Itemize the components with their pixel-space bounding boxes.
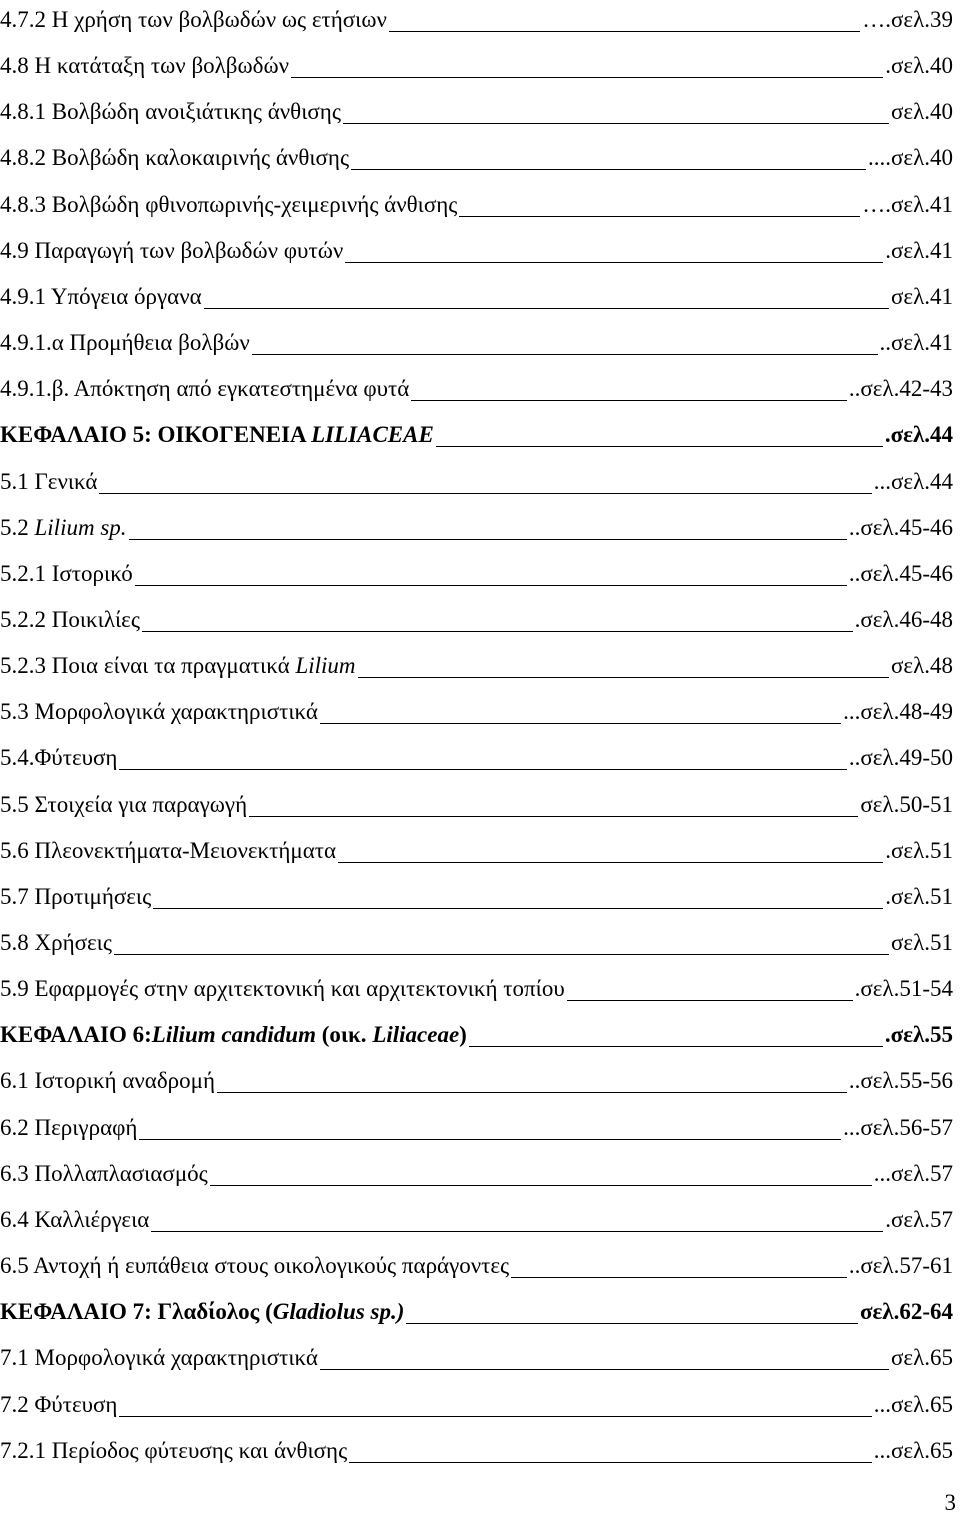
toc-entry-page: ...σελ.44 <box>873 468 953 494</box>
toc-entry-title-part: 4.9.1.β. Απόκτηση από εγκατεστημένα φυτά <box>0 376 410 402</box>
toc-entry-page: ..σελ.55-56 <box>848 1068 953 1094</box>
toc-entry-title-part: 5.2.1 Ιστορικό <box>0 560 133 586</box>
toc-entry-page: ....σελ.40 <box>868 145 953 171</box>
toc-entry-title-part: ΚΕΦΑΛΑΙΟ 5: ΟΙΚΟΓΕΝΕΙΑ <box>0 422 312 448</box>
toc-leader-line <box>153 908 883 909</box>
toc-leader-line <box>129 539 847 540</box>
toc-entry-title-part: Liliaceae <box>372 1022 460 1048</box>
toc-entry-title-part: 7.2 Φύτευση <box>0 1391 118 1417</box>
toc-entry-title-part: 7.1 Μορφολογικά χαρακτηριστικά <box>0 1345 318 1371</box>
toc-entry-page: ...σελ.57 <box>873 1160 953 1186</box>
toc-entry-title <box>0 277 202 317</box>
toc-entry-title <box>0 969 565 1009</box>
toc-leader-line <box>345 262 883 263</box>
toc-entry-page: .σελ.51 <box>885 837 953 863</box>
toc-entry-title-part: LILIACEAE <box>311 422 434 448</box>
toc-entry-title-part: 6.1 Ιστορική αναδρομή <box>0 1068 216 1094</box>
toc-entry-title-part: 6.3 Πολλαπλασιασμός <box>0 1160 208 1186</box>
toc-entry-title <box>0 138 349 178</box>
toc-leader-line <box>358 677 890 678</box>
toc-entry-title-part: 5.2 <box>0 514 35 540</box>
toc-entry-title-part: 5.2.3 Ποια είναι τα πραγματικά <box>0 653 296 679</box>
toc-leader-line <box>135 585 847 586</box>
toc-leader-line <box>139 1139 841 1140</box>
toc-entry-title-part: 5.1 Γενικά <box>0 468 98 494</box>
toc-entry-title <box>0 1385 117 1425</box>
toc-entry-page: .σελ.40 <box>885 53 953 79</box>
toc-entry-title <box>0 0 387 40</box>
toc-entry-title-part: 5.7 Προτιμήσεις <box>0 883 152 909</box>
toc-entry-page: σελ.51 <box>891 930 953 955</box>
toc-entry-page: ….σελ.39 <box>862 7 953 32</box>
toc-entry-title <box>0 1431 347 1471</box>
toc-entry-title-part: Lilium <box>295 653 356 679</box>
toc-entry-page: .σελ.51 <box>885 883 953 909</box>
toc-entry-title <box>0 185 457 225</box>
toc-leader-line <box>436 446 883 447</box>
toc-entry-page: ..σελ.45-46 <box>848 560 953 586</box>
toc-entry-title-part: Lilium sp. <box>34 514 127 540</box>
toc-leader-line <box>469 1046 883 1047</box>
toc-entry-title-part: 5.3 Μορφολογικά χαρακτηριστικά <box>0 699 318 725</box>
toc-entry-title <box>0 1015 467 1055</box>
toc-entry-title <box>0 1246 509 1286</box>
toc-leader-line <box>567 1000 853 1001</box>
toc-entry-title-part: 4.9.1 Υπόγεια όργανα <box>0 283 202 309</box>
toc-leader-line <box>320 723 841 724</box>
toc-entry-page: ..σελ.49-50 <box>848 745 953 771</box>
toc-entry-page: ...σελ.56-57 <box>843 1114 953 1140</box>
toc-entry-title <box>0 831 336 871</box>
toc-entry-title <box>0 1292 404 1332</box>
toc-entry-title-part: 6.5 Αντοχή ή ευπάθεια στους οικολογικούς παράγοντες <box>0 1253 510 1279</box>
toc-entry-title <box>0 92 341 132</box>
toc-entry-page: ...σελ.48-49 <box>843 699 953 725</box>
toc-entry-page: ..σελ.57-61 <box>848 1253 953 1279</box>
toc-leader-line <box>119 769 846 770</box>
toc-entry-title-part: 4.8.3 Βολβώδη φθινοπωρινής-χειμερινής άνθισης <box>0 191 458 217</box>
toc-leader-line <box>204 308 889 309</box>
toc-entry-title-part: Gladiolus sp.) <box>272 1299 405 1325</box>
toc-entry-title <box>0 462 97 502</box>
toc-leader-line <box>459 216 860 217</box>
toc-leader-line <box>338 862 883 863</box>
toc-leader-line <box>343 123 889 124</box>
toc-leader-line <box>406 1323 858 1324</box>
toc-entry-page: .σελ.46-48 <box>854 606 953 632</box>
toc-entry-title-part: 4.8.1 Βολβώδη ανοιξιάτικης άνθισης <box>0 99 341 125</box>
toc-leader-line <box>320 1369 889 1370</box>
toc-entry-page: σελ.50-51 <box>860 791 953 817</box>
toc-entry-page: ….σελ.41 <box>862 191 953 217</box>
toc-leader-line <box>249 816 858 817</box>
toc-entry-title-part: (οικ. <box>316 1022 373 1048</box>
toc-entry-title <box>0 646 356 686</box>
toc-entry-page: ...σελ.65 <box>873 1437 953 1463</box>
toc-entry-title-part: ) <box>459 1022 467 1048</box>
toc-entry-page: .σελ.55 <box>884 1022 953 1048</box>
toc-leader-line <box>99 493 871 494</box>
toc-entry-page: ..σελ.42-43 <box>848 376 953 402</box>
toc-entry-title <box>0 231 343 271</box>
toc-leader-line <box>349 1462 872 1463</box>
toc-entry-title <box>0 369 409 409</box>
toc-leader-line <box>151 1231 883 1232</box>
toc-leader-line <box>142 631 853 632</box>
toc-entry-title <box>0 785 247 825</box>
toc-entry-title <box>0 1338 318 1378</box>
toc-leader-line <box>252 354 878 355</box>
toc-entry-title <box>0 415 434 455</box>
toc-entry-page: .σελ.44 <box>884 422 953 448</box>
toc-entry-title <box>0 738 117 778</box>
toc-entry-title <box>0 46 289 86</box>
toc-leader-line <box>511 1277 847 1278</box>
toc-entry-page: σελ.40 <box>891 99 953 125</box>
toc-entry-title <box>0 923 112 963</box>
toc-entry-title-part: ΚΕΦΑΛΑΙΟ 6: <box>0 1022 152 1048</box>
toc-entry-page: σελ.41 <box>891 283 953 309</box>
toc-entry-title <box>0 554 133 594</box>
toc-leader-line <box>291 77 883 78</box>
toc-entry-title <box>0 1154 208 1194</box>
toc-entry-title-part: 5.9 Εφαρμογές στην αρχιτεκτονική και αρχιτεκτονική τοπίου <box>0 976 565 1002</box>
toc-entry-title <box>0 877 151 917</box>
toc-entry-page: ..σελ.41 <box>879 330 953 356</box>
toc-entry-title <box>0 692 318 732</box>
toc-leader-line <box>119 1416 871 1417</box>
toc-entry-page: ...σελ.65 <box>873 1391 953 1417</box>
toc-entry-title-part: 4.8 Η κατάταξη των βολβωδών <box>0 53 290 79</box>
toc-entry-title <box>0 1061 215 1101</box>
toc-entry-title <box>0 323 250 363</box>
toc-entry-page: σελ.65 <box>891 1345 953 1371</box>
toc-entry-title <box>0 508 127 548</box>
toc-leader-line <box>217 1092 847 1093</box>
toc-entry-title <box>0 1108 137 1148</box>
toc-entry-title-part: 4.7.2 Η χρήση των βολβωδών ως ετήσιων <box>0 7 387 32</box>
toc-entry-title-part: 5.4.Φύτευση <box>0 745 118 771</box>
toc-entry-title-part: ΚΕΦΑΛΑΙΟ 7: Γλαδίολος ( <box>0 1299 273 1325</box>
toc-entry-title-part: 4.9 Παραγωγή των βολβωδών φυτών <box>0 237 344 263</box>
toc-entry-title <box>0 1200 149 1240</box>
toc-leader-line <box>389 31 860 32</box>
toc-entry-page: .σελ.41 <box>885 237 953 263</box>
toc-entry-title-part: 7.2.1 Περίοδος φύτευσης και άνθισης <box>0 1437 348 1463</box>
toc-entry-title <box>0 600 140 640</box>
toc-entry-page: .σελ.57 <box>885 1206 953 1232</box>
toc-entry-title-part: Lilium candidum <box>151 1022 316 1048</box>
toc-entry-page: ..σελ.45-46 <box>848 514 953 540</box>
page-number: 3 <box>944 1490 956 1515</box>
toc-entry-title-part: 6.2 Περιγραφή <box>0 1114 138 1140</box>
toc-leader-line <box>411 400 847 401</box>
toc-leader-line <box>210 1185 872 1186</box>
toc-entry-title-part: 5.5 Στοιχεία για παραγωγή <box>0 791 248 817</box>
toc-entry-title-part: 4.9.1.α Προμήθεια βολβών <box>0 330 250 356</box>
toc-entry-title-part: 5.6 Πλεονεκτήματα-Μειονεκτήματα <box>0 837 337 863</box>
toc-entry-page: .σελ.51-54 <box>854 976 953 1002</box>
toc-entry-title-part: 6.4 Καλλιέργεια <box>0 1206 150 1232</box>
toc-entry-title-part: 5.8 Χρήσεις <box>0 930 112 955</box>
toc-entry-page: σελ.48 <box>891 653 953 679</box>
toc-entry-title-part: 5.2.2 Ποικιλίες <box>0 606 140 632</box>
toc-leader-line <box>114 954 889 955</box>
toc-leader-line <box>351 169 866 170</box>
toc-entry-page: σελ.62-64 <box>859 1299 953 1325</box>
toc-entry-title-part: 4.8.2 Βολβώδη καλοκαιρινής άνθισης <box>0 145 350 171</box>
